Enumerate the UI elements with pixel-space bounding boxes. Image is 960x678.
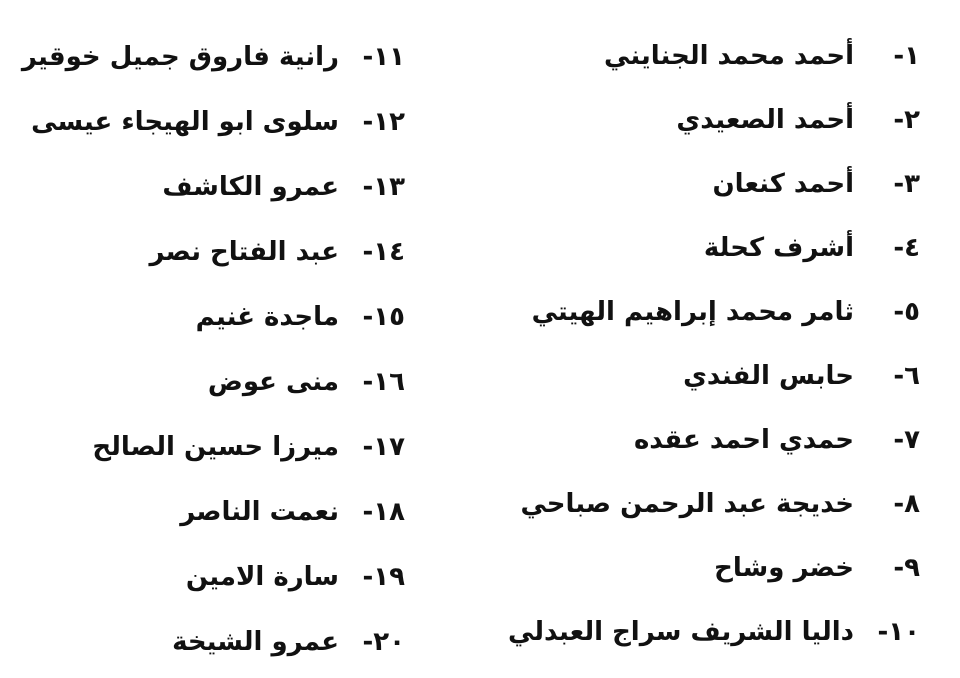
right-column xyxy=(500,24,920,664)
item-number: ٨- xyxy=(893,489,920,519)
item-number: ٩- xyxy=(893,553,920,583)
item-number: ١٢- xyxy=(362,106,405,137)
item-name: داليا الشريف سراج العبدلي xyxy=(507,617,854,647)
list-item xyxy=(20,24,405,89)
item-name: أحمد كنعان xyxy=(712,169,854,199)
item-name: حمدي احمد عقده xyxy=(633,425,854,455)
item-number: ٢٠- xyxy=(362,626,405,657)
left-column xyxy=(20,24,405,674)
item-name: سارة الامين xyxy=(185,561,339,592)
list-item xyxy=(500,216,920,280)
list-item xyxy=(20,284,405,349)
item-number: ١٣- xyxy=(362,171,405,202)
list-item xyxy=(500,152,920,216)
item-number: ٧- xyxy=(893,425,920,455)
item-name: نعمت الناصر xyxy=(180,496,339,527)
list-item xyxy=(500,408,920,472)
item-name: خضر وشاح xyxy=(714,553,854,583)
item-name: عمرو الشيخة xyxy=(172,626,339,657)
item-number: ١٧- xyxy=(362,431,405,462)
item-number: ١٨- xyxy=(362,496,405,527)
list-item xyxy=(20,89,405,154)
item-name: ماجدة غنيم xyxy=(195,301,339,332)
item-name: أحمد الصعيدي xyxy=(676,105,854,135)
item-number: ٦- xyxy=(893,361,920,391)
list-item xyxy=(20,479,405,544)
item-number: ٤- xyxy=(893,233,920,263)
item-name: أشرف كحلة xyxy=(703,233,854,263)
item-number: ١٠- xyxy=(877,617,920,647)
list-item xyxy=(500,536,920,600)
item-number: ١٤- xyxy=(362,236,405,267)
list-item xyxy=(500,472,920,536)
item-name: منى عوض xyxy=(207,366,339,397)
list-item xyxy=(20,414,405,479)
list-item xyxy=(20,154,405,219)
list-item xyxy=(20,349,405,414)
item-number: ١٩- xyxy=(362,561,405,592)
list-item xyxy=(20,609,405,674)
item-name: سلوى ابو الهيجاء عيسى xyxy=(31,106,339,137)
list-item xyxy=(500,280,920,344)
list-item xyxy=(500,600,920,664)
item-name: أحمد محمد الجنايني xyxy=(604,41,854,71)
item-number: ١٦- xyxy=(362,366,405,397)
item-number: ١- xyxy=(893,41,920,71)
list-item xyxy=(500,88,920,152)
list-item xyxy=(500,24,920,88)
item-number: ٥- xyxy=(893,297,920,327)
list-item xyxy=(500,344,920,408)
item-name: خديجة عبد الرحمن صباحي xyxy=(520,489,854,519)
item-name: ميرزا حسين الصالح xyxy=(92,431,339,462)
item-name: رانية فاروق جميل خوقير xyxy=(21,41,339,72)
item-name: عبد الفتاح نصر xyxy=(149,236,339,267)
item-name: ثامر محمد إبراهيم الهيتي xyxy=(531,297,854,327)
item-number: ١١- xyxy=(362,41,405,72)
item-number: ١٥- xyxy=(362,301,405,332)
item-number: ٣- xyxy=(893,169,920,199)
list-item xyxy=(20,219,405,284)
item-name: عمرو الكاشف xyxy=(162,171,339,202)
item-name: حابس الفندي xyxy=(683,361,854,391)
item-number: ٢- xyxy=(893,105,920,135)
list-item xyxy=(20,544,405,609)
